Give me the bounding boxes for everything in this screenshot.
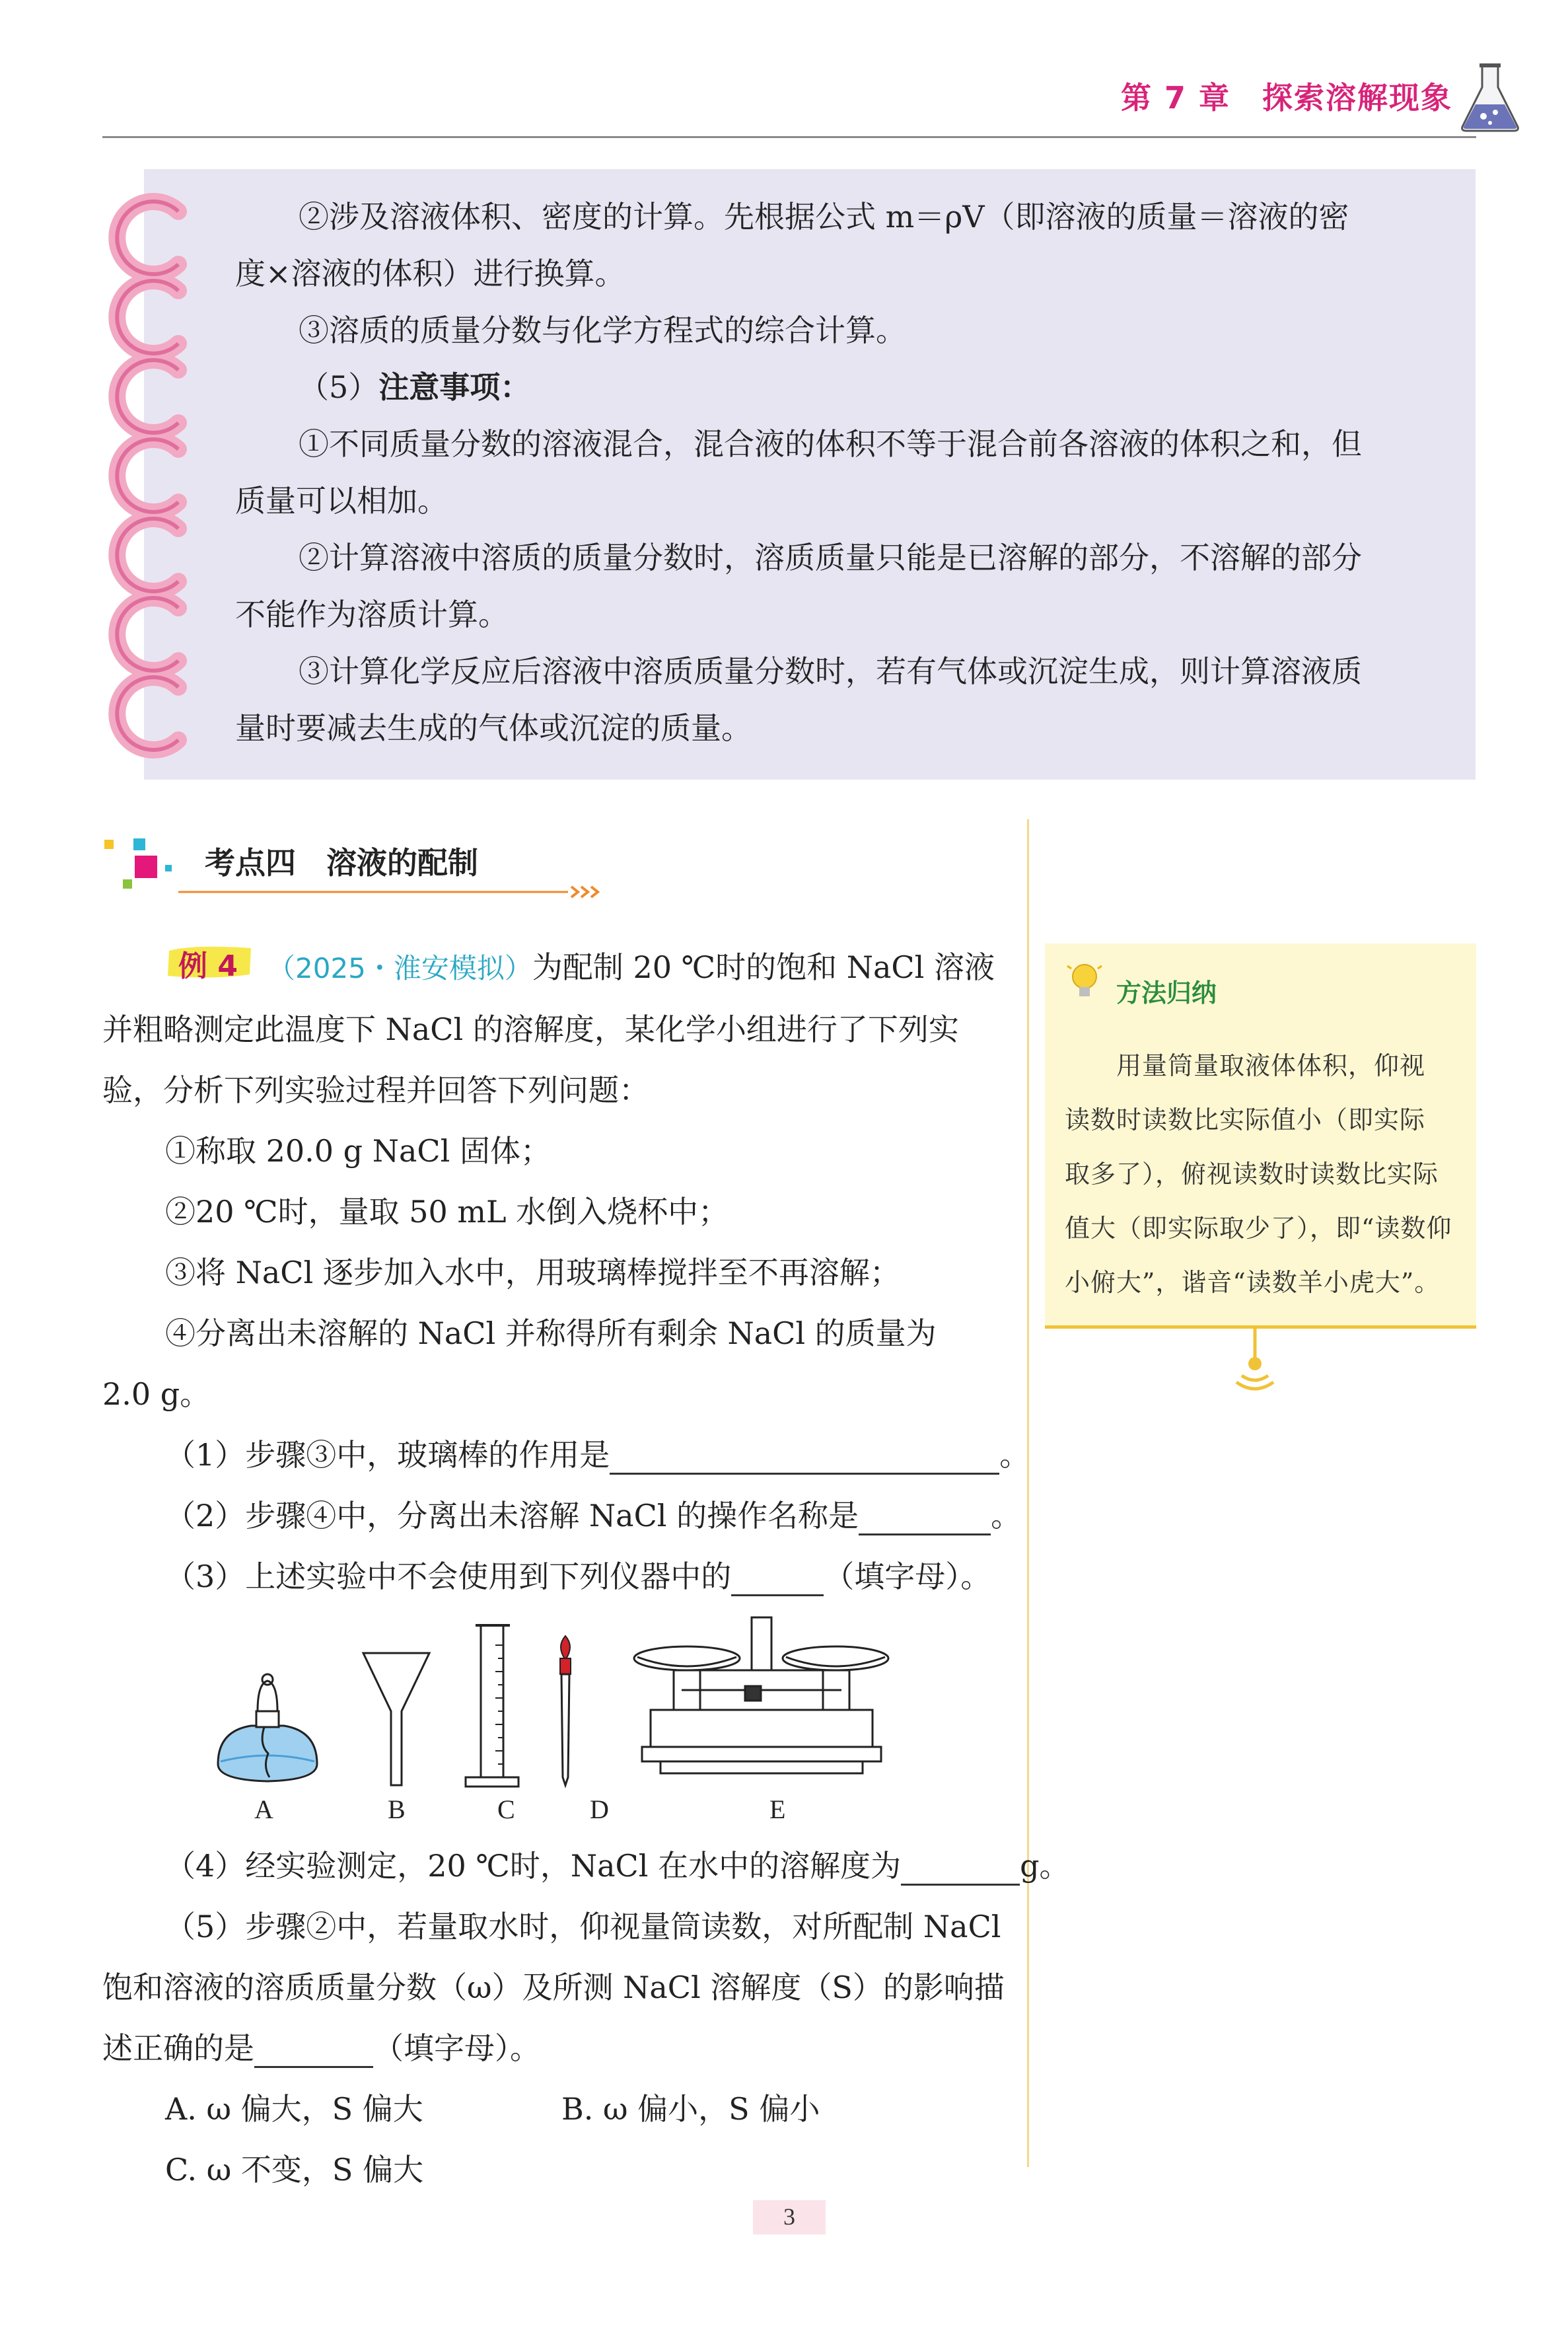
page-number: 3 — [783, 2203, 795, 2230]
tip-line-2: 读数时读数比实际值小（即实际 — [1065, 1105, 1426, 1134]
tip-title: 方法归纳 — [1116, 978, 1217, 1008]
chapter-title: 第 7 章 探索溶解现象 — [1120, 80, 1452, 116]
step-1: ①称取 20.0 g NaCl 固体； — [165, 1133, 551, 1169]
notes-heading-number: （5） — [299, 369, 379, 405]
step-3: ③将 NaCl 逐步加入水中，用玻璃棒搅拌至不再溶解； — [165, 1255, 900, 1290]
step-4-line2: 2.0 g。 — [102, 1376, 211, 1412]
binder-rings-decoration — [99, 192, 211, 766]
answer-blank-3[interactable] — [731, 1568, 824, 1596]
alcohol-lamp-icon — [218, 1674, 317, 1781]
question-4-unit: g。 — [1020, 1848, 1070, 1884]
tip-line-1: 用量筒量取液体体积，仰视 — [1116, 1051, 1426, 1080]
note2-line2: 不能作为溶质计算。 — [235, 597, 509, 632]
question-4 — [165, 1842, 1070, 1886]
question-4-text: （4）经实验测定，20 ℃时，NaCl 在水中的溶解度为 — [165, 1848, 902, 1884]
apparatus-label-b: B — [388, 1794, 406, 1824]
tip-pendant-decoration — [1225, 1327, 1285, 1399]
question-5-line2: 饱和溶液的溶质质量分数（ω）及所测 NaCl 溶解度（S）的影响描 — [102, 1970, 1005, 2005]
note1-line2: 质量可以相加。 — [235, 483, 448, 519]
question-5-suffix: （填字母）。 — [373, 2030, 540, 2066]
example-intro-text: 为配制 20 ℃时的饱和 NaCl 溶液 — [532, 949, 995, 985]
example-intro-line3: 验，分析下列实验过程并回答下列问题： — [102, 1072, 649, 1108]
option-a[interactable]: A. ω 偏大，S 偏大 — [165, 2091, 423, 2127]
question-3 — [165, 1553, 991, 1596]
summary-p1-line1: ②涉及溶液体积、密度的计算。先根据公式 m＝ρV（即溶液的质量＝溶液的密 — [299, 199, 1349, 235]
apparatus-label-d: D — [590, 1794, 609, 1824]
summary-p2: ③溶质的质量分数与化学方程式的综合计算。 — [299, 313, 906, 348]
funnel-icon — [363, 1653, 429, 1785]
step-2: ②20 ℃时，量取 50 mL 水倒入烧杯中； — [165, 1194, 729, 1230]
flask-icon — [1457, 61, 1523, 133]
tip-line-5: 小俯大”，谐音“读数羊小虎大”。 — [1065, 1268, 1441, 1297]
dropper-icon — [560, 1636, 571, 1785]
tip-line-4: 值大（即实际取少了），即“读数仰 — [1065, 1214, 1452, 1243]
question-5-line1: （5）步骤②中，若量取水时，仰视量筒读数，对所配制 NaCl — [165, 1909, 1001, 1944]
notes-heading-text: 注意事项： — [378, 369, 531, 405]
column-divider — [1027, 819, 1029, 2167]
note1-line1: ①不同质量分数的溶液混合，混合液的体积不等于混合前各溶液的体积之和，但 — [299, 426, 1362, 462]
question-1-text: （1）步骤③中，玻璃棒的作用是 — [165, 1437, 610, 1473]
answer-blank-2[interactable] — [859, 1507, 991, 1535]
answer-blank-4[interactable] — [901, 1857, 1020, 1886]
example-source: （2025・淮安模拟） — [267, 952, 532, 984]
balance-icon — [634, 1617, 888, 1773]
example-intro-line1 — [267, 943, 995, 987]
question-5-line3 — [102, 2024, 540, 2068]
apparatus-illustration — [211, 1612, 911, 1810]
question-5-text: 述正确的是 — [102, 2030, 254, 2066]
lightbulb-icon — [1065, 959, 1104, 1007]
notes-heading — [299, 359, 530, 416]
graduated-cylinder-icon — [466, 1625, 518, 1787]
answer-blank-5[interactable] — [254, 2040, 373, 2068]
step-4-line1: ④分离出未溶解的 NaCl 并称得所有剩余 NaCl 的质量为 — [165, 1315, 937, 1351]
question-1-period: 。 — [999, 1437, 1030, 1473]
answer-blank-1[interactable] — [610, 1446, 999, 1475]
option-b[interactable]: B. ω 偏小，S 偏小 — [561, 2091, 820, 2127]
tip-line-3: 取多了），俯视读数时读数比实际 — [1065, 1160, 1439, 1189]
example-label: 例 4 — [178, 949, 238, 983]
question-3-suffix: （填字母）。 — [824, 1559, 991, 1594]
example-intro-line2: 并粗略测定此温度下 NaCl 的溶解度，某化学小组进行了下列实 — [102, 1012, 959, 1047]
note3-line1: ③计算化学反应后溶液中溶质质量分数时，若有气体或沉淀生成，则计算溶液质 — [299, 653, 1362, 689]
apparatus-label-e: E — [769, 1794, 786, 1824]
question-2-text: （2）步骤④中，分离出未溶解 NaCl 的操作名称是 — [165, 1498, 859, 1533]
apparatus-label-a: A — [254, 1794, 273, 1824]
question-2-period: 。 — [991, 1498, 1022, 1533]
note3-line2: 量时要减去生成的气体或沉淀的质量。 — [235, 710, 752, 746]
question-3-text: （3）上述实验中不会使用到下列仪器中的 — [165, 1559, 732, 1594]
option-c[interactable]: C. ω 不变，S 偏大 — [165, 2152, 424, 2188]
section-title: 考点四 溶液的配制 — [205, 845, 478, 881]
note2-line1: ②计算溶液中溶质的质量分数时，溶质质量只能是已溶解的部分，不溶解的部分 — [299, 540, 1362, 575]
apparatus-label-c: C — [497, 1794, 515, 1824]
question-1 — [165, 1431, 1030, 1475]
header-rule — [102, 136, 1476, 138]
question-2 — [165, 1492, 1021, 1535]
summary-p1-line2: 度×溶液的体积）进行换算。 — [235, 256, 625, 291]
